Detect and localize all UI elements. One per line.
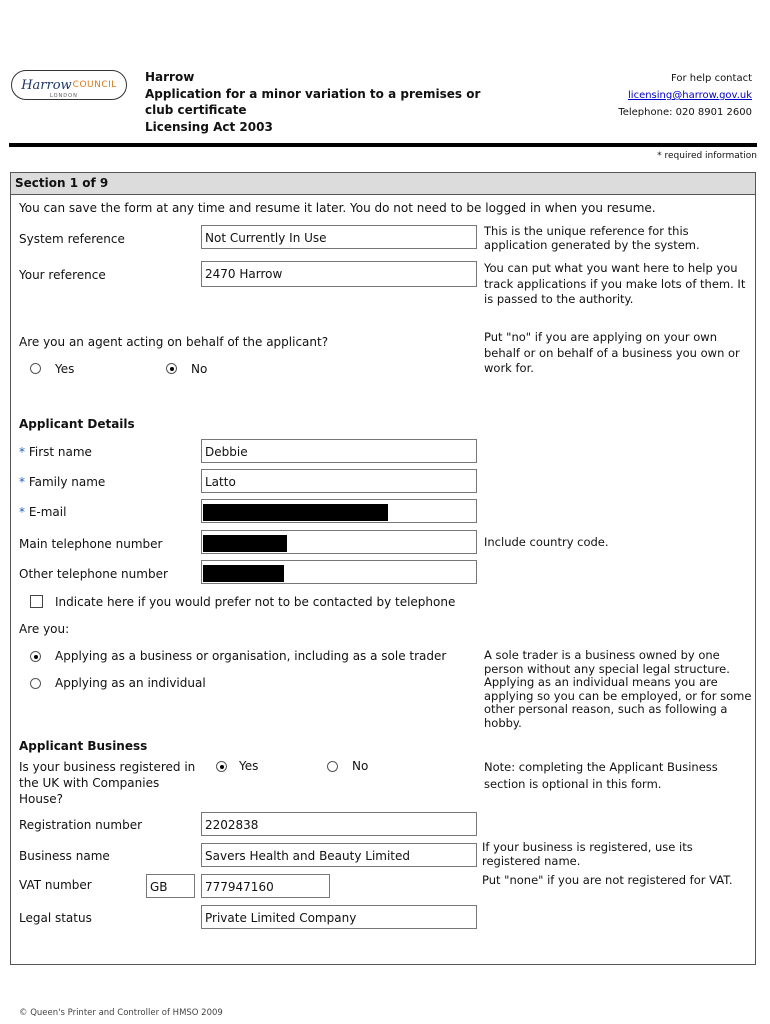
agent-question: Are you an agent acting on behalf of the applicant?	[19, 335, 329, 349]
first-name-label	[19, 445, 92, 459]
your-ref-label: Your reference	[19, 268, 106, 282]
no-contact-checkbox[interactable]	[30, 595, 43, 608]
individual-option-radio[interactable]	[30, 678, 41, 689]
are-you-help: A sole trader is a business owned by one person without any special legal structure. Applying as an individual means you are applying so you can be employed, or for some other personal reason, such as following a hobby.	[484, 648, 752, 730]
registered-yes-radio[interactable]	[216, 761, 227, 772]
email-label-text: E-mail	[28, 505, 67, 519]
reg-number-label: Registration number	[19, 818, 143, 832]
title-line-2: Application for a minor variation to a premises or	[145, 86, 481, 101]
business-option-label: Applying as a business or organisation, including as a sole trader	[55, 649, 447, 663]
business-name-label: Business name	[19, 849, 110, 863]
vat-label: VAT number	[19, 878, 92, 892]
agent-yes-radio[interactable]	[30, 363, 41, 374]
vat-number-field[interactable]: 777947160	[201, 874, 330, 898]
first-name-label-text: First name	[28, 445, 92, 459]
individual-option-label: Applying as an individual	[55, 676, 206, 690]
logo-sub-text: LONDON	[50, 93, 78, 99]
registered-no-label: No	[352, 759, 369, 773]
registered-question: Is your business registered in the UK with Companies House?	[19, 760, 196, 806]
business-note: Note: completing the Applicant Business section is optional in this form.	[484, 760, 718, 791]
other-phone-redaction	[203, 565, 284, 582]
help-phone: Telephone: 020 8901 2600	[618, 107, 752, 118]
system-ref-label: System reference	[19, 232, 125, 246]
main-phone-help: Include country code.	[484, 535, 609, 549]
system-ref-help: This is the unique reference for this application generated by the system.	[484, 224, 700, 252]
system-ref-field[interactable]: Not Currently In Use	[201, 225, 477, 249]
required-marker: *	[19, 505, 25, 519]
logo-text: Harrow	[21, 77, 72, 93]
agent-no-radio[interactable]	[166, 363, 177, 374]
legal-status-label: Legal status	[19, 911, 92, 925]
business-option-radio[interactable]	[30, 651, 41, 662]
title-line-4: Licensing Act 2003	[145, 119, 273, 134]
title-line-1: Harrow	[145, 70, 195, 84]
no-contact-label: Indicate here if you would prefer not to be contacted by telephone	[55, 595, 456, 609]
required-info-note: * required information	[657, 151, 757, 161]
applicant-business-heading: Applicant Business	[19, 739, 148, 753]
registered-no-radio[interactable]	[327, 761, 338, 772]
business-name-help: If your business is registered, use its registered name.	[482, 840, 693, 868]
form-title	[145, 69, 485, 135]
email-label	[19, 505, 66, 519]
your-ref-field[interactable]: 2470 Harrow	[201, 261, 477, 287]
help-contact	[618, 70, 752, 121]
family-name-label-text: Family name	[28, 475, 106, 489]
are-you-label: Are you:	[19, 622, 70, 636]
main-phone-label: Main telephone number	[19, 537, 163, 551]
vat-help: Put "none" if you are not registered for VAT.	[482, 873, 733, 887]
help-label: For help contact	[670, 73, 752, 84]
registered-yes-label: Yes	[239, 759, 259, 773]
required-marker: *	[19, 475, 25, 489]
first-name-field[interactable]: Debbie	[201, 439, 477, 463]
required-marker: *	[19, 445, 25, 459]
other-phone-label: Other telephone number	[19, 567, 168, 581]
agent-no-label: No	[191, 362, 208, 376]
logo-council-text: COUNCIL	[72, 80, 117, 90]
help-email-link[interactable]: licensing@harrow.gov.uk	[628, 90, 752, 101]
header-divider	[9, 143, 757, 147]
your-ref-help: You can put what you want here to help you track applications if you make lots of them. It is passed to the authority.	[484, 261, 746, 306]
applicant-details-heading: Applicant Details	[19, 417, 135, 431]
title-line-3: club certificate	[145, 103, 247, 117]
legal-status-field[interactable]: Private Limited Company	[201, 905, 477, 929]
copyright-footer: © Queen's Printer and Controller of HMSO 2009	[19, 1008, 223, 1018]
section-header: Section 1 of 9	[11, 173, 755, 195]
business-name-field[interactable]: Savers Health and Beauty Limited	[201, 843, 477, 867]
vat-prefix-field[interactable]: GB	[146, 874, 195, 898]
main-phone-redaction	[203, 535, 287, 552]
family-name-label	[19, 475, 105, 489]
agent-yes-label: Yes	[55, 362, 75, 376]
email-redaction	[203, 504, 388, 521]
agent-help: Put "no" if you are applying on your own behalf or on behalf of a business you own or work for.	[484, 330, 740, 375]
section-intro: You can save the form at any time and resume it later. You do not need to be logged in when you resume.	[19, 201, 656, 215]
reg-number-field[interactable]: 2202838	[201, 812, 477, 836]
family-name-field[interactable]: Latto	[201, 469, 477, 493]
